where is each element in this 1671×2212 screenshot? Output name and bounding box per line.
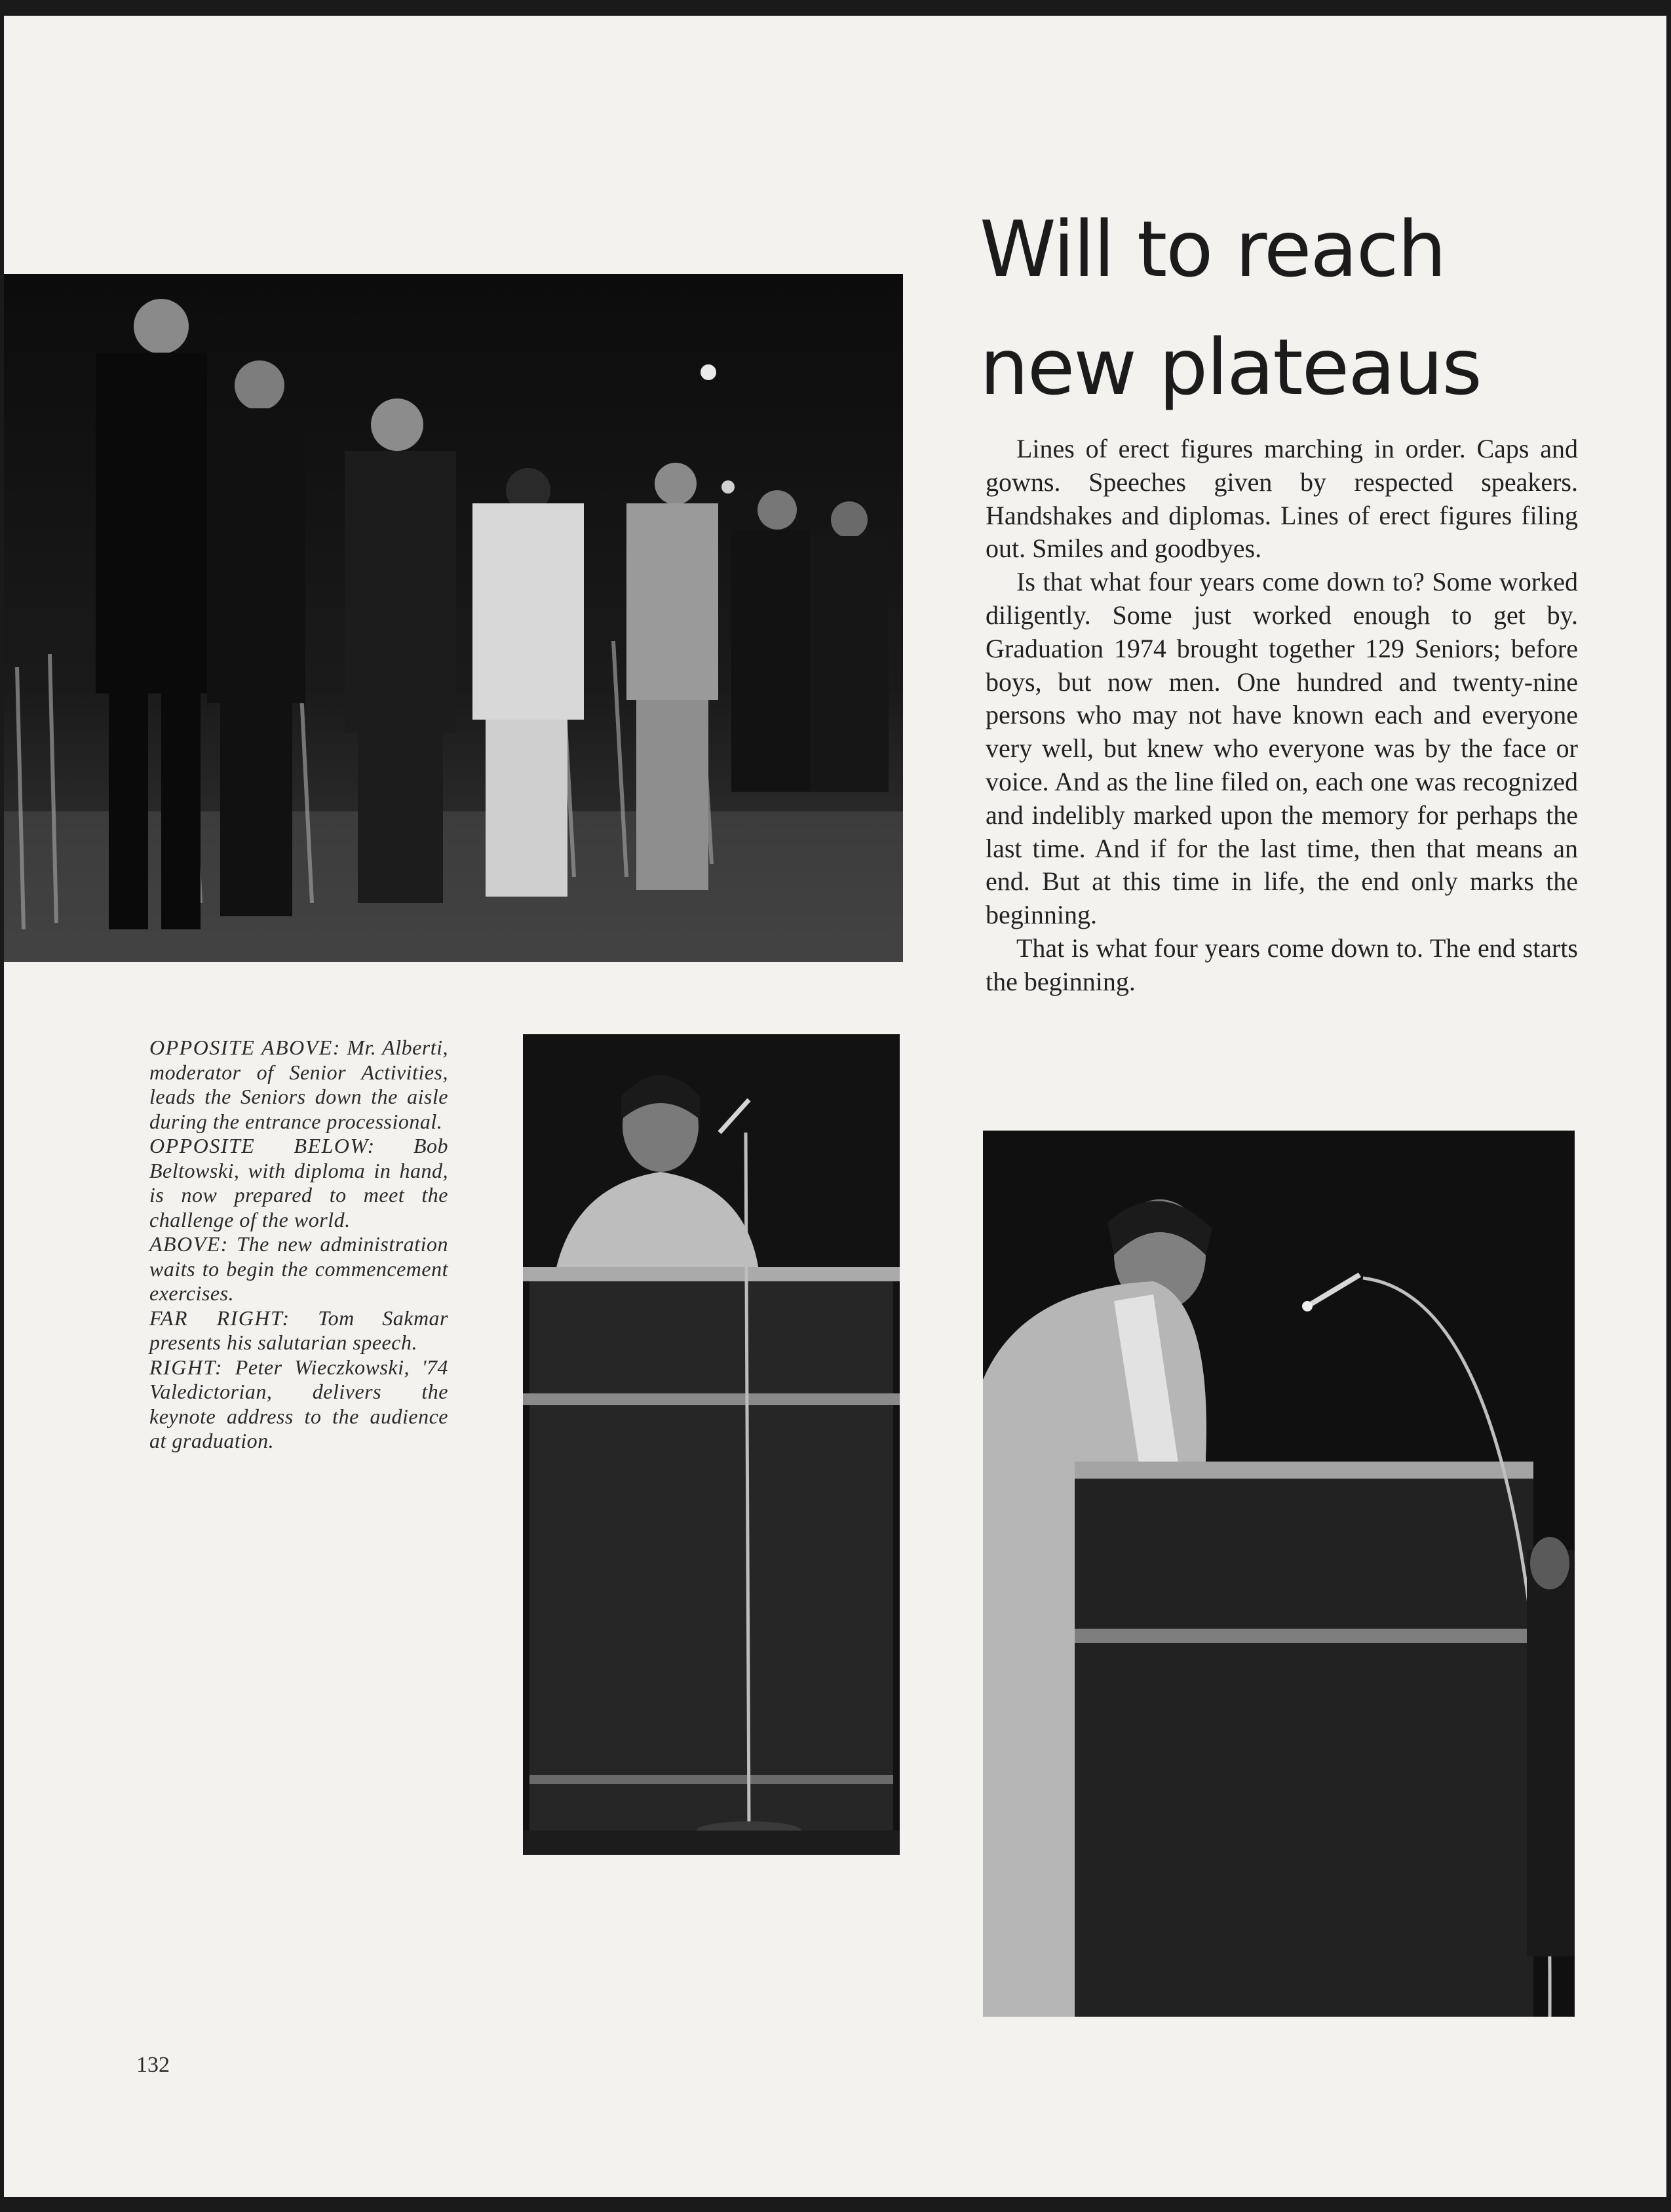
caption-text: Mr. Alberti, moderator of Senior Activities, leads the Seniors down the aisle during the entrance processional. <box>149 1036 449 1133</box>
caption-lead: OPPOSITE BELOW: <box>149 1134 375 1157</box>
headline-line-2: new plateaus <box>980 322 1481 412</box>
headline-line-1: Will to reach <box>980 204 1446 294</box>
article-body <box>986 433 1578 999</box>
body-paragraph-3: That is what four years come down to. The end starts the beginning. <box>986 933 1578 996</box>
scan-border-right <box>1666 0 1671 2212</box>
photo-administration-line-image <box>4 274 903 962</box>
photo-valedictorian-podium-image <box>983 1131 1575 2017</box>
body-paragraph-1: Lines of erect figures marching in order. Caps and gowns. Speeches given by respected speakers. Handshakes and diplomas. Lines of erect figures filing out. Smiles and goodbyes. <box>986 434 1578 564</box>
photo-administration-line <box>4 274 903 962</box>
article-headline <box>980 190 1569 426</box>
caption-far-right <box>149 1306 448 1355</box>
caption-text: Bob Beltowski, with diploma in hand, is now prepared to meet the challenge of the world. <box>149 1134 448 1232</box>
caption-above <box>149 1232 448 1306</box>
caption-text: Tom Sakmar presents his salutarian speech. <box>149 1306 448 1354</box>
caption-lead: OPPOSITE ABOVE: <box>149 1036 341 1059</box>
page-number: 132 <box>136 2053 170 2077</box>
scan-border-top <box>0 0 1671 16</box>
caption-right <box>149 1355 448 1454</box>
body-paragraph-2: Is that what four years come down to? Some worked diligently. Some just worked enough to get by. Graduation 1974 brought together 129 Seniors; before boys, but now men. One hundred and twenty-nine persons who may not have known each and everyone very well, but knew who everyone was by the face or voice. And as the line filed on, each one was recognized and indelibly marked upon the memory for perhaps the last time. And if for the last time, then that means an end. But at this time in life, the end only marks the beginning. <box>986 567 1578 930</box>
photo-valedictorian-podium <box>983 1131 1575 2017</box>
photo-captions <box>149 1036 448 1454</box>
caption-lead: RIGHT: <box>149 1355 223 1379</box>
caption-opposite-below <box>149 1134 448 1232</box>
caption-opposite-above <box>149 1036 448 1134</box>
photo-salutatorian-podium <box>523 1034 900 1855</box>
caption-lead: ABOVE: <box>149 1232 229 1256</box>
scan-border-bottom <box>0 2197 1671 2212</box>
caption-text: The new administration waits to begin the commencement exercises. <box>149 1232 448 1305</box>
photo-salutatorian-podium-image <box>523 1034 900 1855</box>
caption-lead: FAR RIGHT: <box>149 1306 290 1330</box>
caption-text: Peter Wieczkowski, '74 Valedictorian, delivers the keynote address to the audience at graduation. <box>149 1355 448 1452</box>
